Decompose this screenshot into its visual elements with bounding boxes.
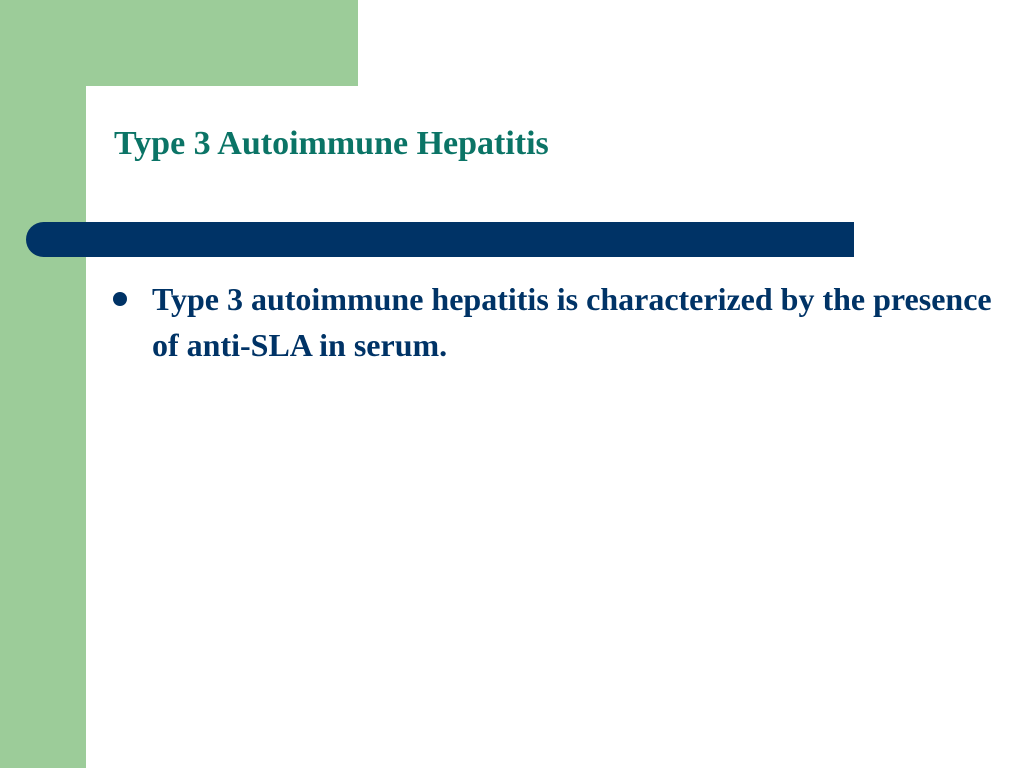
bullet-item [113, 276, 993, 368]
bullet-text: Type 3 autoimmune hepatitis is characterized by the presence of anti-SLA in serum. [152, 281, 992, 363]
title-underline-bar [26, 222, 854, 257]
bullet-icon [113, 292, 127, 306]
green-sidebar [0, 0, 86, 768]
slide-title: Type 3 Autoimmune Hepatitis [114, 125, 549, 162]
content-panel [86, 86, 1024, 768]
green-top-band [0, 0, 358, 86]
bullet-list [113, 276, 993, 368]
